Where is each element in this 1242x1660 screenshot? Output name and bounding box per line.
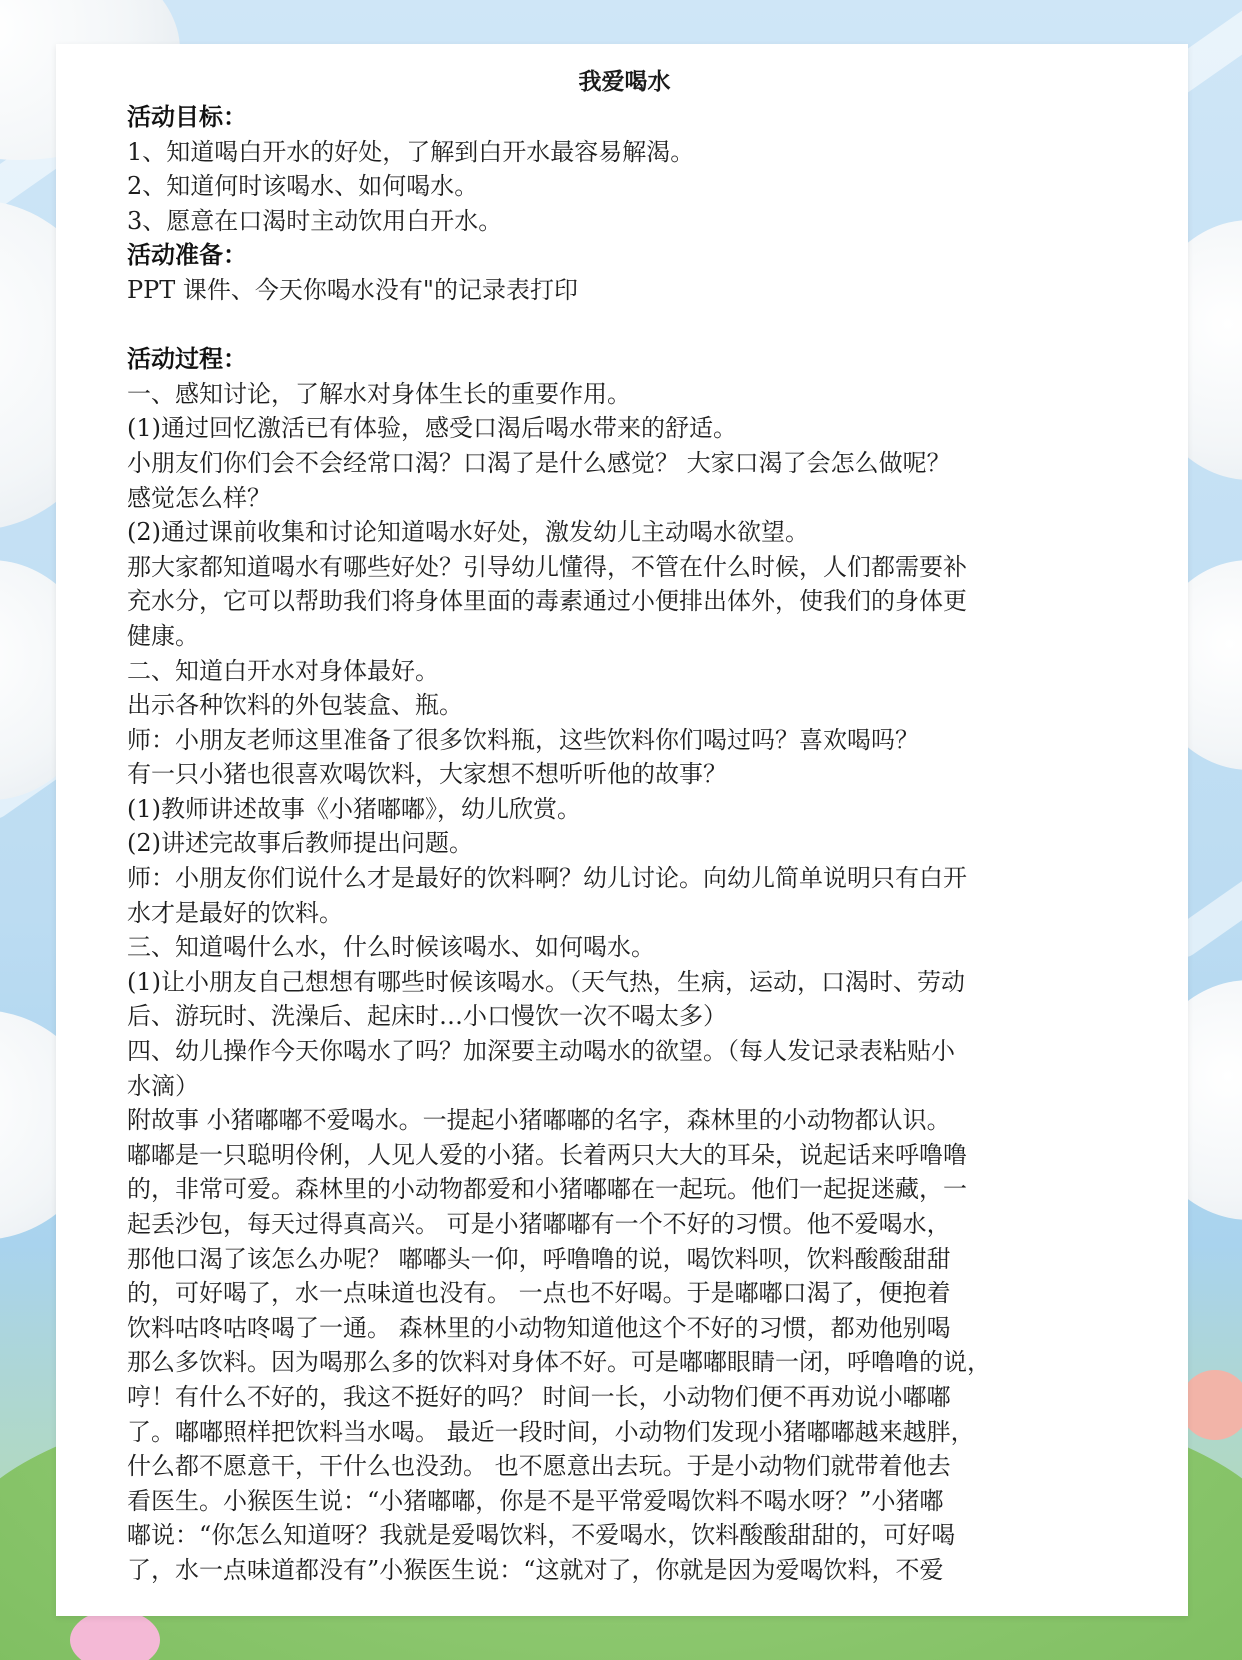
document-page [56,44,1188,1616]
text-line: (2)通过课前收集和讨论知道喝水好处，激发幼儿主动喝水欲望。 [127,518,809,547]
document-body [127,100,1117,1588]
text-line: 出示各种饮料的外包装盒、瓶。 [127,691,463,720]
text-line: 充水分，它可以帮助我们将身体里面的毒素通过小便排出体外，使我们的身体更 [127,587,967,616]
text-line: 看医生。小猴医生说：“小猪嘟嘟，你是不是平常爱喝饮料不喝水呀？”小猪嘟 [127,1486,944,1515]
text-line: 师：小朋友你们说什么才是最好的饮料啊？幼儿讨论。向幼儿简单说明只有白开 [127,864,967,893]
text-line: 什么都不愿意干，干什么也没劲。 也不愿意出去玩。于是小动物们就带着他去 [127,1452,951,1481]
text-line: 饮料咕咚咕咚喝了一通。 森林里的小动物知道他这个不好的习惯，都劝他别喝 [127,1313,951,1342]
text-line: 3、愿意在口渴时主动饮用白开水。 [127,206,503,235]
text-line: 三、知道喝什么水，什么时候该喝水、如何喝水。 [127,933,655,962]
text-line: 水才是最好的饮料。 [127,898,343,927]
text-line: 1、知道喝白开水的好处，了解到白开水最容易解渴。 [127,137,695,166]
text-line: 附故事 小猪嘟嘟不爱喝水。一提起小猪嘟嘟的名字，森林里的小动物都认识。 [127,1106,951,1135]
text-line: 四、幼儿操作今天你喝水了吗？加深要主动喝水的欲望。（每人发记录表粘贴小 [127,1037,955,1066]
text-line: 那么多饮料。因为喝那么多的饮料对身体不好。可是嘟嘟眼睛一闭，呼噜噜的说， [127,1348,991,1377]
text-line: 有一只小猪也很喜欢喝饮料，大家想不想听听他的故事？ [127,760,727,789]
text-line: 二、知道白开水对身体最好。 [127,656,439,685]
text-line: 师：小朋友老师这里准备了很多饮料瓶，这些饮料你们喝过吗？喜欢喝吗？ [127,725,919,754]
text-line: 嘟说：“你怎么知道呀？我就是爱喝饮料，不爱喝水，饮料酸酸甜甜的，可好喝 [127,1521,956,1550]
blank-line [127,308,1117,343]
text-line: 的，可好喝了，水一点味道也没有。 一点也不好喝。于是嘟嘟口渴了，便抱着 [127,1279,951,1308]
text-line: PPT 课件、今天你喝水没有"的记录表打印 [127,275,578,304]
text-line: 了，水一点味道都没有”小猴医生说：“这就对了，你就是因为爱喝饮料，不爱 [127,1555,944,1584]
text-line: 2、知道何时该喝水、如何喝水。 [127,172,479,201]
text-line: 小朋友们你们会不会经常口渴？口渴了是什么感觉？ 大家口渴了会怎么做呢？ [127,448,951,477]
section-heading: 活动准备： [127,241,247,270]
text-line: 了。嘟嘟照样把饮料当水喝。 最近一段时间，小动物们发现小猪嘟嘟越来越胖， [127,1417,975,1446]
section-heading: 活动过程： [127,345,247,374]
text-line: 的，非常可爱。森林里的小动物都爱和小猪嘟嘟在一起玩。他们一起捉迷藏，一 [127,1175,967,1204]
text-line: 嘟嘟是一只聪明伶俐，人见人爱的小猪。长着两只大大的耳朵，说起话来呼噜噜 [127,1140,967,1169]
text-line: 后、游玩时、洗澡后、起床时…小口慢饮一次不喝太多） [127,1002,727,1031]
text-line: (2)讲述完故事后教师提出问题。 [127,829,473,858]
section-heading: 活动目标： [127,103,247,131]
flower-shape [1180,1370,1242,1440]
text-line: (1)通过回忆激活已有体验，感受口渴后喝水带来的舒适。 [127,414,737,443]
text-line: 起丢沙包，每天过得真高兴。 可是小猪嘟嘟有一个不好的习惯。他不爱喝水， [127,1210,951,1238]
text-line: 那他口渴了该怎么办呢？ 嘟嘟头一仰，呼噜噜的说，喝饮料呗，饮料酸酸甜甜 [127,1244,951,1273]
text-line: (1)教师讲述故事《小猪嘟嘟》，幼儿欣赏。 [127,794,581,823]
text-line: 一、感知讨论，了解水对身体生长的重要作用。 [127,379,631,408]
text-line: 健康。 [127,621,199,650]
text-line: 水滴） [127,1071,199,1100]
text-line: (1)让小朋友自己想想有哪些时候该喝水。（天气热，生病，运动，口渴时、劳动 [127,967,965,996]
text-line: 哼！有什么不好的，我这不挺好的吗？ 时间一长，小动物们便不再劝说小嘟嘟 [127,1382,951,1411]
document-content [127,64,1117,1588]
document-title: 我爱喝水 [578,69,671,95]
text-line: 那大家都知道喝水有哪些好处？引导幼儿懂得，不管在什么时候，人们都需要补 [127,552,967,581]
text-line: 感觉怎么样？ [127,483,271,512]
